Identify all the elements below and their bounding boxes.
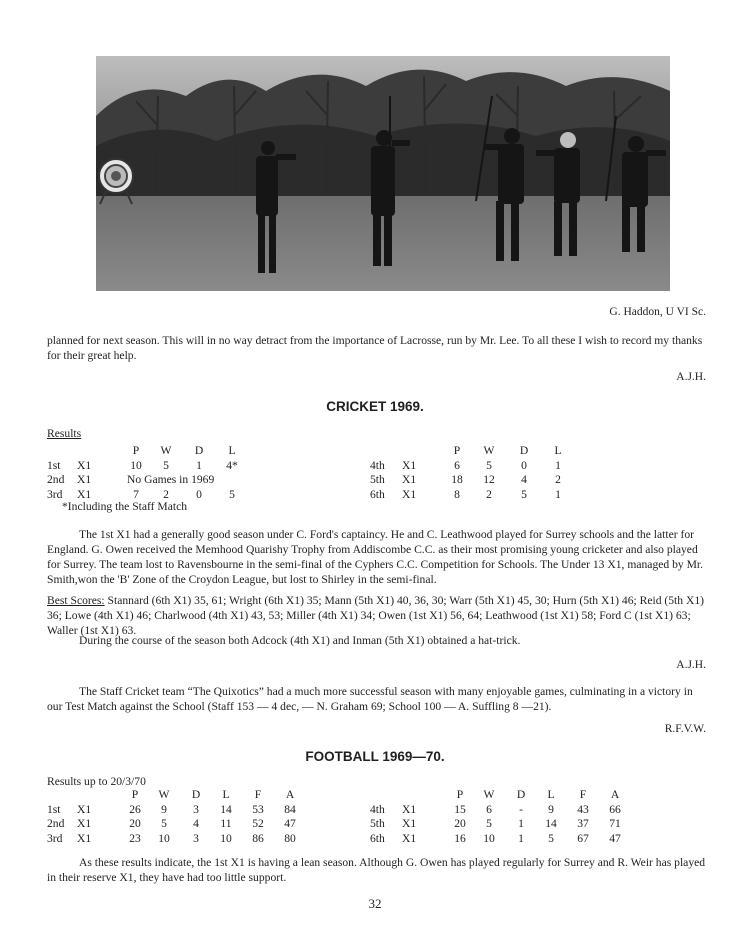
- header-w: W: [158, 788, 170, 801]
- team-cell: 1st: [47, 458, 61, 472]
- d-cell: 4: [521, 473, 527, 486]
- d-cell: -: [519, 802, 523, 816]
- w-cell: 2: [163, 487, 169, 501]
- d-cell: 3: [193, 831, 199, 845]
- team-cell: 6th: [370, 831, 385, 845]
- archery-photo: [96, 56, 670, 291]
- l-cell: 5: [229, 487, 235, 501]
- p-cell: 16: [454, 831, 466, 845]
- table-header-row: [47, 788, 305, 803]
- header-d: D: [519, 444, 529, 457]
- header-d: D: [516, 788, 526, 801]
- table-row: [47, 832, 305, 847]
- w-cell: 2: [486, 487, 492, 501]
- hattrick-paragraph: [47, 633, 707, 648]
- header-p: P: [453, 444, 461, 457]
- f-cell: 37: [577, 817, 589, 830]
- a-cell: 80: [284, 831, 296, 845]
- football-table-left: [47, 788, 305, 846]
- w-cell: 5: [161, 817, 167, 830]
- football-table-right: [370, 788, 630, 846]
- table-row: [370, 488, 578, 503]
- archery-scene-icon: [96, 56, 670, 291]
- p-cell: 6: [454, 458, 460, 472]
- header-l: L: [222, 788, 230, 801]
- w-cell: 9: [161, 802, 167, 816]
- table-row: [47, 803, 305, 818]
- a-cell: 47: [609, 831, 621, 845]
- xi-cell: X1: [402, 831, 417, 845]
- header-d: D: [194, 444, 204, 457]
- w-cell: 5: [486, 458, 492, 472]
- w-cell: 10: [158, 831, 170, 845]
- cricket-table-right: [370, 444, 578, 502]
- team-cell: 4th: [370, 802, 385, 816]
- xi-cell: X1: [77, 458, 92, 472]
- page-number: 32: [368, 896, 382, 911]
- table-row: [370, 817, 630, 832]
- header-w: W: [160, 444, 172, 457]
- xi-cell: X1: [402, 473, 417, 486]
- xi-cell: X1: [402, 487, 417, 501]
- best-scores-text: Stannard (6th X1) 35, 61; Wright (6th X1) 35; Mann (5th X1) 40, 36, 30; Warr (5th X1) 45, 30; Hurn (5th X1) 46; Reid (5th X1) 36; Lowe (4th X1) 46; Charlwood (4th X1) 43, 53; Miller (4th X1) 34; Owen (1st X1) 56, 64; Leathwood (1st X1) 58; Ford C (1st X1) 63; Waller (1st X1) 63.: [47, 594, 705, 637]
- header-w: W: [483, 444, 495, 457]
- f-cell: 43: [577, 802, 589, 816]
- d-cell: 3: [193, 802, 199, 816]
- table-row: [47, 817, 305, 832]
- p-cell: 8: [454, 487, 460, 501]
- p-cell: 23: [129, 831, 141, 845]
- team-cell: 3rd: [47, 487, 63, 501]
- d-cell: 0: [521, 458, 527, 472]
- photo-credit: G. Haddon, U VI Sc.: [609, 306, 706, 318]
- header-d: D: [191, 788, 201, 801]
- best-scores-label: Best Scores:: [47, 594, 105, 607]
- w-cell: 6: [486, 802, 492, 816]
- hattrick-text: During the course of the season both Adcock (4th X1) and Inman (5th X1) obtained a hat-trick.: [79, 634, 521, 647]
- a-cell: 84: [284, 802, 296, 816]
- football-paragraph: [47, 855, 707, 885]
- d-cell: 1: [518, 831, 524, 845]
- f-cell: 67: [577, 831, 589, 845]
- xi-cell: X1: [77, 831, 92, 845]
- header-f: F: [579, 788, 587, 801]
- p-cell: 18: [451, 473, 463, 486]
- xi-cell: X1: [77, 487, 92, 501]
- table-header-row: [370, 444, 578, 459]
- staff-paragraph: [47, 684, 707, 714]
- l-cell: 1: [555, 487, 561, 501]
- team-cell: 5th: [370, 817, 385, 830]
- a-cell: 66: [609, 802, 621, 816]
- d-cell: 0: [196, 487, 202, 501]
- p-cell: 26: [129, 802, 141, 816]
- table-row: [370, 803, 630, 818]
- l-cell: 2: [555, 473, 561, 486]
- header-l: L: [554, 444, 562, 457]
- header-l: L: [228, 444, 236, 457]
- l-cell: 10: [220, 831, 232, 845]
- f-cell: 86: [252, 831, 264, 845]
- l-cell: 14: [545, 817, 557, 830]
- w-cell: 10: [483, 831, 495, 845]
- cricket-results-label: Results: [47, 427, 82, 440]
- xi-cell: X1: [402, 802, 417, 816]
- a-cell: 47: [284, 817, 296, 830]
- header-l: L: [547, 788, 555, 801]
- f-cell: 52: [252, 817, 264, 830]
- football-heading: FOOTBALL 1969—70.: [305, 749, 445, 764]
- team-cell: 5th: [370, 473, 385, 486]
- table-row: [370, 459, 578, 474]
- header-p: P: [456, 788, 464, 801]
- note-cell: No Games in 1969: [127, 473, 215, 486]
- w-cell: 5: [486, 817, 492, 830]
- w-cell: 5: [163, 458, 169, 472]
- xi-cell: X1: [402, 458, 417, 472]
- header-p: P: [132, 444, 140, 457]
- football-results-label: Results up to 20/3/70: [47, 775, 146, 788]
- l-cell: 4*: [226, 458, 238, 472]
- l-cell: 5: [548, 831, 554, 845]
- d-cell: 1: [196, 458, 202, 472]
- staff-signature: R.F.V.W.: [664, 723, 706, 735]
- cricket-table-left: [47, 444, 251, 502]
- table-header-row: [47, 444, 251, 459]
- table-header-row: [370, 788, 630, 803]
- l-cell: 14: [220, 802, 232, 816]
- xi-cell: X1: [77, 802, 92, 816]
- cricket-footnote: *Including the Staff Match: [62, 500, 188, 513]
- staff-paragraph-text: The Staff Cricket team “The Quixotics” had a much more successful season with many enjoyable games, culminating in a victory in our Test Match against the School (Staff 153 — 4 dec, — N. Graham 69; School 100 — A. Suffling 8 —21).: [47, 685, 693, 713]
- table-row: [370, 832, 630, 847]
- header-a: A: [610, 788, 620, 801]
- team-cell: 2nd: [47, 817, 65, 830]
- p-cell: 15: [454, 802, 466, 816]
- cricket-heading: CRICKET 1969.: [326, 399, 424, 414]
- team-cell: 2nd: [47, 473, 65, 486]
- l-cell: 9: [548, 802, 554, 816]
- d-cell: 5: [521, 487, 527, 501]
- l-cell: 1: [555, 458, 561, 472]
- p-cell: 20: [454, 817, 466, 830]
- cricket-paragraph: [47, 527, 707, 587]
- cricket-signature: A.J.H.: [676, 659, 706, 671]
- w-cell: 12: [483, 473, 495, 486]
- header-p: P: [131, 788, 139, 801]
- f-cell: 53: [252, 802, 264, 816]
- d-cell: 4: [193, 817, 199, 830]
- xi-cell: X1: [77, 473, 92, 486]
- table-row: [47, 459, 251, 474]
- p-cell: 20: [129, 817, 141, 830]
- team-cell: 1st: [47, 802, 61, 816]
- l-cell: 11: [220, 817, 232, 830]
- team-cell: 4th: [370, 458, 385, 472]
- intro-paragraph: planned for next season. This will in no way detract from the importance of Lacrosse, run by Mr. Lee. To all these I wish to record my thanks for their great help.: [47, 334, 703, 362]
- xi-cell: X1: [402, 817, 417, 830]
- p-cell: 10: [130, 458, 142, 472]
- a-cell: 71: [609, 817, 621, 830]
- header-f: F: [254, 788, 262, 801]
- table-row: [370, 473, 578, 488]
- intro-signature: A.J.H.: [676, 371, 706, 383]
- header-w: W: [483, 788, 495, 801]
- d-cell: 1: [518, 817, 524, 830]
- team-cell: 6th: [370, 487, 385, 501]
- football-paragraph-text: As these results indicate, the 1st X1 is having a lean season. Although G. Owen has played regularly for Surrey and R. Weir has played in their reserve X1, they have had too little support.: [47, 856, 706, 884]
- p-cell: 7: [133, 487, 139, 501]
- header-a: A: [285, 788, 295, 801]
- team-cell: 3rd: [47, 831, 63, 845]
- best-scores-paragraph: [47, 593, 707, 638]
- xi-cell: X1: [77, 817, 92, 830]
- cricket-paragraph-text: The 1st X1 had a generally good season under C. Ford's captaincy. He and C. Leathwood played for Surrey schools and the latter for England. G. Owen received the Memhood Quarishy Trophy from Addiscombe C.C. as their most promising young cricketer and also played for Surrey. The team lost to Ravensbourne in the semi-final of the Cyphers C.C. Competition for Schools. The Under 13 X1, managed by Mr. Smith,won the 'B' Zone of the Croydon League, but lost to Shirley in the semi-final.: [47, 528, 704, 586]
- table-row: [47, 473, 251, 488]
